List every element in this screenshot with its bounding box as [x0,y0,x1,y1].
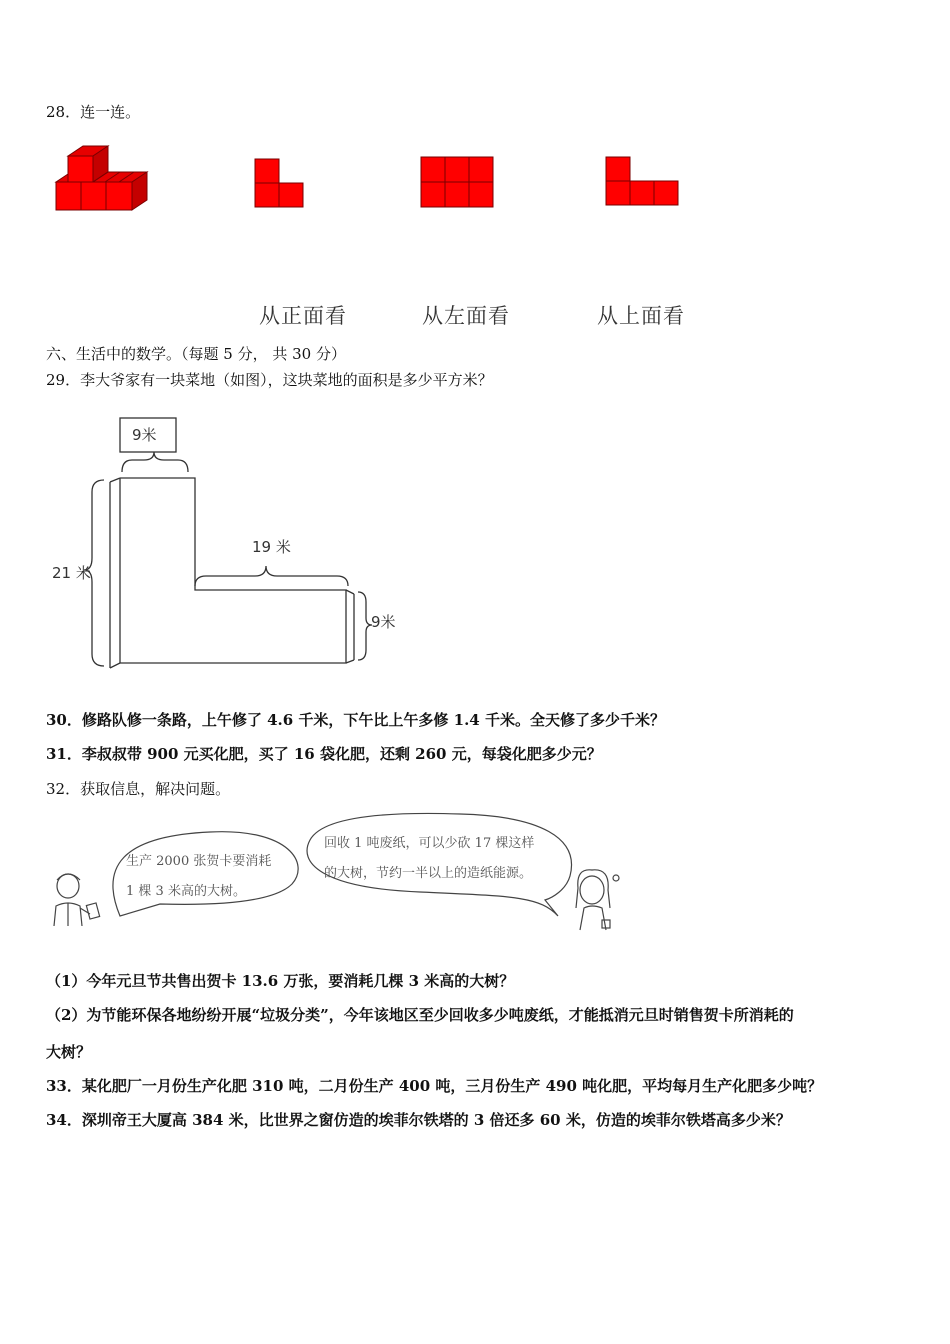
bubble-left-line1: 生产 2000 张贺卡要消耗 [126,854,272,869]
dim-left-height: 21 米 [52,564,91,582]
q28-title: 28．连一连。 [46,103,141,121]
view-rectangle-figure [420,156,496,210]
q31-text: 31．李叔叔带 900 元买化肥，买了 16 袋化肥，还剩 260 元，每袋化肥多少元？ [46,745,602,763]
q32-text: 32．获取信息，解决问题。 [46,780,231,798]
bubble-left-line2: 1 棵 3 米高的大树。 [126,884,246,899]
man-figure [54,874,100,926]
q30-text: 30．修路队修一条路，上午修了 4.6 千米，下午比上午多修 1.4 千米。全天修了多少千米？ [46,711,665,729]
cube-stack-figure [50,140,160,220]
girl-figure [576,870,619,930]
dim-top-width: 9米 [132,426,157,444]
view-l-small-figure [254,158,306,210]
view-label-front: 从正面看 [259,304,347,328]
view-label-left: 从左面看 [422,304,510,328]
view-l-wide-figure [605,156,681,208]
view-label-top: 从上面看 [597,304,685,328]
q34-text: 34．深圳帝王大厦高 384 米，比世界之窗仿造的埃菲尔铁塔的 3 倍还多 60 米，仿造的埃菲尔铁塔高多少米？ [46,1111,791,1129]
q33-text: 33．某化肥厂一月份生产化肥 310 吨，二月份生产 400 吨，三月份生产 490 吨化肥，平均每月生产化肥多少吨？ [46,1077,823,1095]
dim-right-height: 9米 [371,613,396,631]
q32-sub2-line2: 大树？ [46,1043,92,1061]
dim-right-width: 19 米 [252,538,291,556]
bubble-right-line1: 回收 1 吨废纸，可以少砍 17 棵这样 [324,836,535,851]
q32-sub2-line1: （2）为节能环保各地纷纷开展“垃圾分类”，今年该地区至少回收多少吨废纸，才能抵消元旦时销售贺卡所消耗的 [46,1006,794,1024]
q29-text: 29．李大爷家有一块菜地（如图），这块菜地的面积是多少平方米？ [46,371,493,389]
l-shape-field-diagram [40,410,420,680]
q32-sub1: （1）今年元旦节共售出贺卡 13.6 万张，要消耗几棵 3 米高的大树？ [46,972,515,990]
section6-title: 六、生活中的数学。（每题 5 分， 共 30 分） [46,345,346,363]
bubble-right-line2: 的大树，节约一半以上的造纸能源。 [324,866,533,881]
